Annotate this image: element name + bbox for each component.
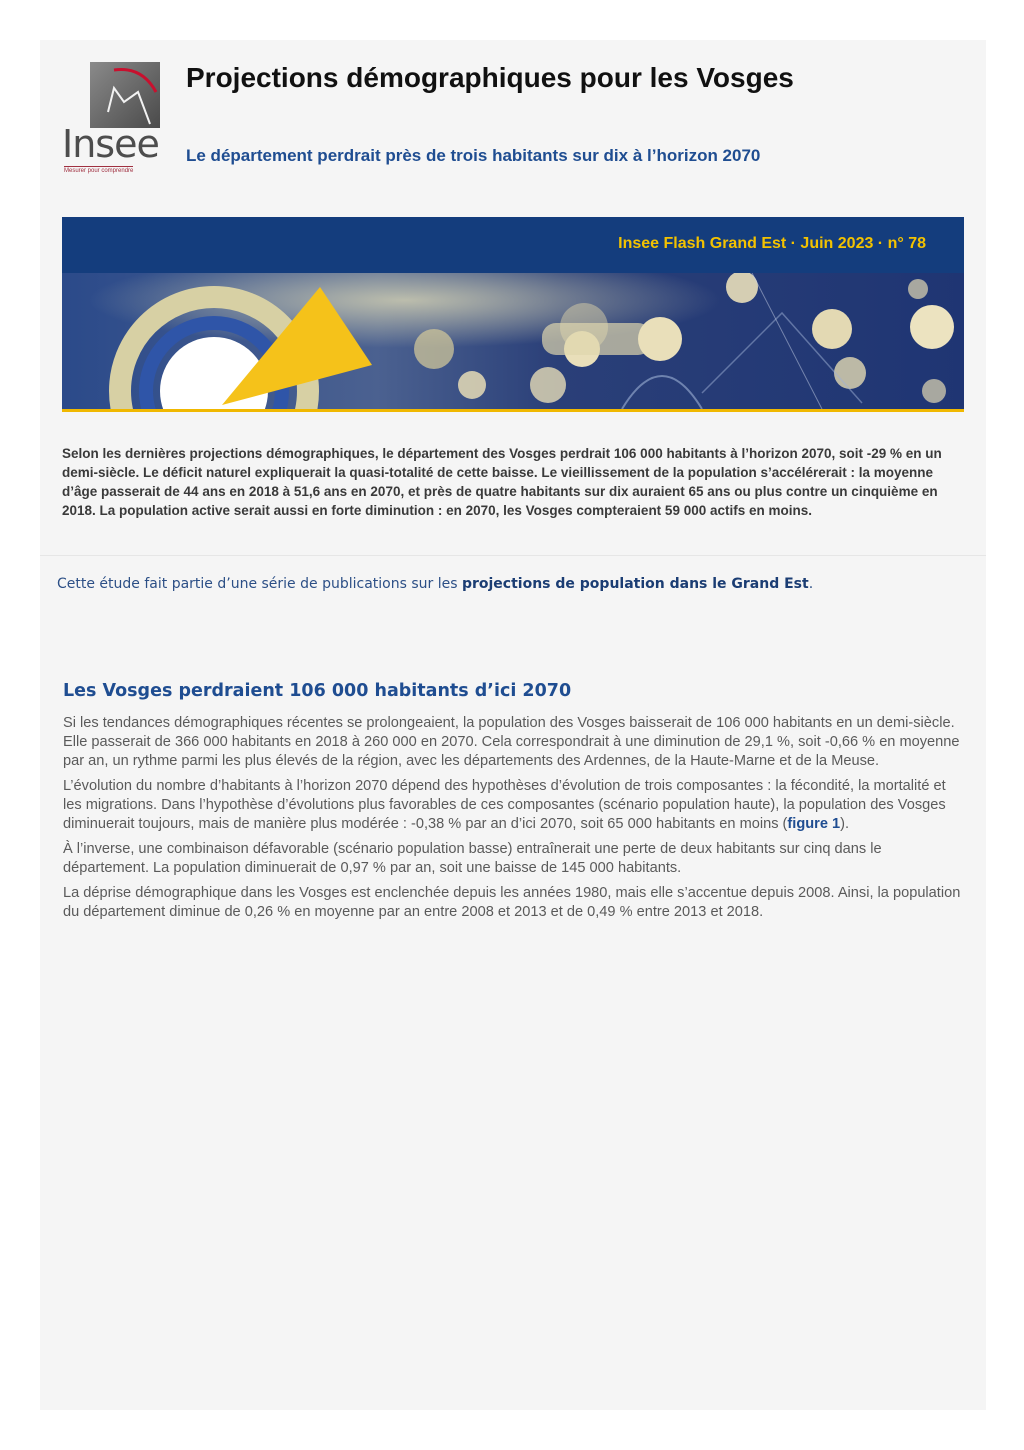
publication-reference: Insee Flash Grand Est · Juin 2023 · n° 78 <box>618 235 926 252</box>
logo-wordmark: Insee <box>62 122 159 166</box>
series-note-link[interactable]: projections de population dans le Grand Est <box>461 576 809 592</box>
paragraph-3: À l’inverse, une combinaison défavorable (scénario population basse) entraînerait une perte de deux habitants sur cinq dans le département. La population diminuerait de 0,97 % par an, soit une baisse de 145 000 habitants. <box>63 841 882 876</box>
logo-tagline: Mesurer pour comprendre <box>64 168 134 174</box>
page-title: Projections démographiques pour les Vosges <box>186 62 794 93</box>
divider <box>40 555 986 556</box>
paragraph-4: La déprise démographique dans les Vosges est enclenchée depuis les années 1980, mais elle s’accentue depuis 2008. Ainsi, la population du département diminue de 0,26 % en moyenne par an entre 2008 et 2013 et de 0,49 % entre 2013 et 2018. <box>63 885 961 920</box>
section-body <box>63 714 963 928</box>
publication-banner <box>62 217 964 273</box>
paragraph-2-text: L’évolution du nombre d’habitants à l’horizon 2070 dépend des hypothèses d’évolution de trois composantes : la fécondité, la mortalité et les migrations. Dans l’hypothèse d’évolutions plus favorables de ces composantes (scénario population haute), la population des Vosges diminuerait toujours, mais de manière plus modérée : -0,38 % par an d’ici 2070, soit 65 000 habitants en moins ( <box>63 778 946 832</box>
series-note-prefix: Cette étude fait partie d’une série de publications sur les <box>57 576 462 592</box>
paragraph-2-end: ). <box>840 816 850 832</box>
document-page <box>40 40 986 1410</box>
page-subtitle: Le département perdrait près de trois habitants sur dix à l’horizon 2070 <box>186 146 761 165</box>
summary-text: Selon les dernières projections démographiques, le département des Vosges perdrait 106 000 habitants à l’horizon 2070, soit -29 % en un demi-siècle. Le déficit naturel expliquerait la quasi-totalité de cette baisse. Le vieillissement de la population s’accélérerait : la moyenne d’âge passerait de 44 ans en 2018 à 51,6 ans en 2070, et près de quatre habitants sur dix auraient 65 ans ou plus contre un cinquième en 2018. La population active serait aussi en forte diminution : en 2070, les Vosges compteraient 59 000 actifs en moins. <box>62 446 942 518</box>
logo-emblem <box>90 62 160 128</box>
series-note-suffix: . <box>808 576 814 592</box>
paragraph-1: Si les tendances démographiques récentes se prolongeaient, la population des Vosges baisserait de 106 000 habitants en un demi-siècle. Elle passerait de 366 000 habitants en 2018 à 260 000 en 2070. Cela correspondrait à une diminution de 29,1 %, soit -0,66 % en moyenne par an, un rythme parmi les plus élevés de la région, avec les départements des Ardennes, de la Haute-Marne et de la Meuse. <box>63 715 960 769</box>
figure-1-link[interactable]: figure 1 <box>787 816 841 832</box>
section-heading: Les Vosges perdraient 106 000 habitants d’ici 2070 <box>63 681 572 701</box>
paragraph-2 <box>63 777 963 834</box>
series-note <box>57 576 813 592</box>
banner-illustration <box>62 273 964 412</box>
insee-logo[interactable] <box>62 60 164 178</box>
